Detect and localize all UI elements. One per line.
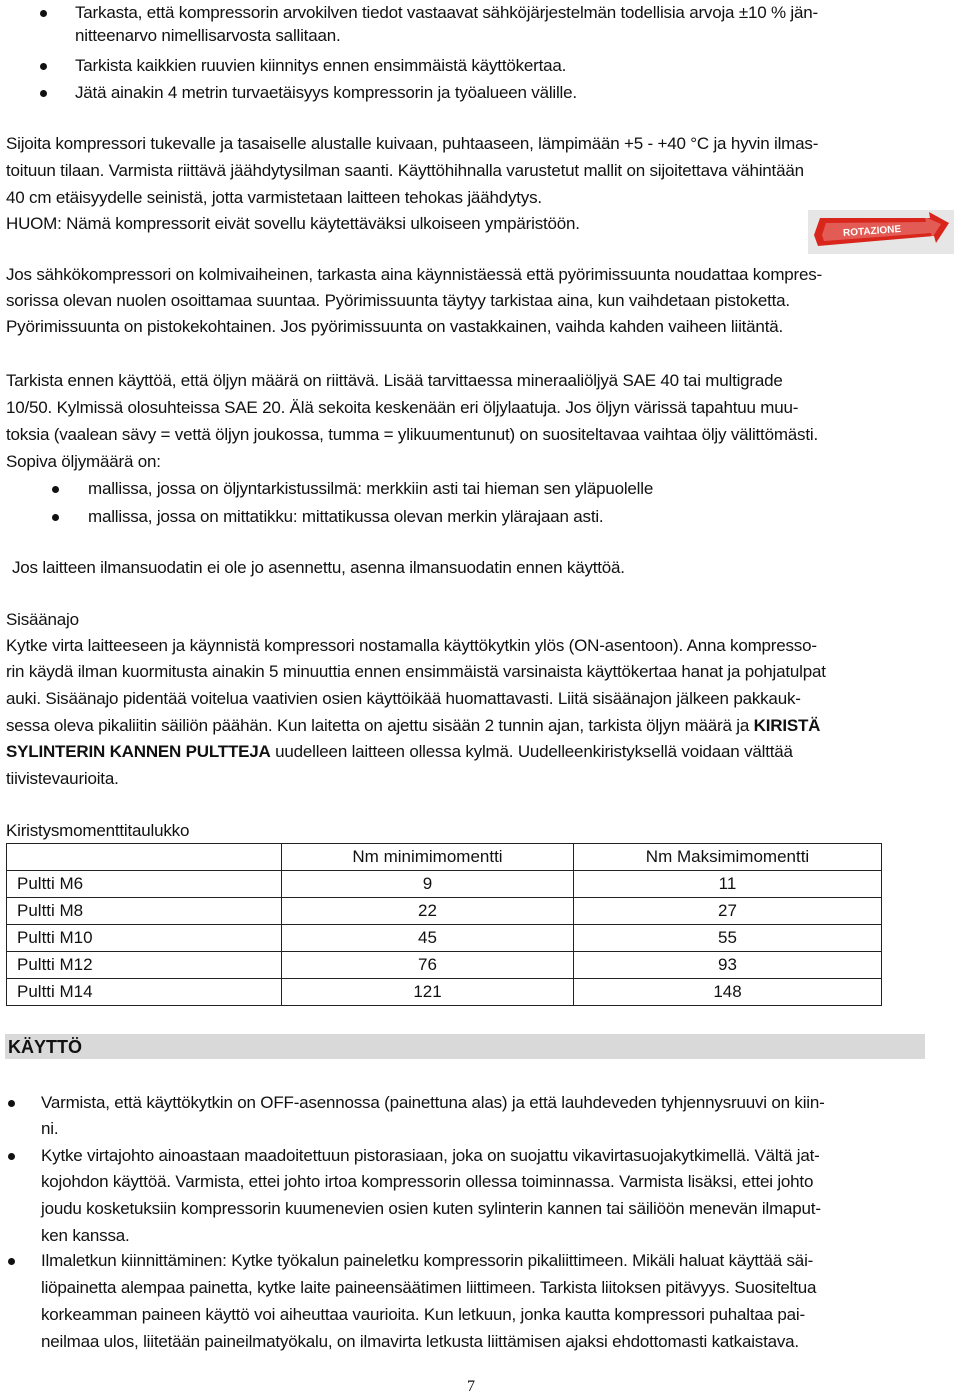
oil-line-3: toksia (vaalean sävy = vettä öljyn joukossa, tumma = ylikuumentunut) on suositeltavaa vaihtaa öljy välittömästi. — [6, 425, 818, 444]
run-in-heading: Sisäänajo — [6, 610, 79, 629]
table-cell: Pultti M12 — [7, 952, 282, 979]
kaytto-bullet-3-line-2: liöpainetta alempaa painetta, kytke laite paineensäätimen liittimeen. Tarkista liitoksen pitävyys. Suositeltua — [41, 1278, 817, 1297]
run-in-line-5-text: uudelleen laitteen ollessa kylmä. Uudelleenkiristyksellä voidaan välttää — [270, 742, 793, 761]
filter-note: Jos laitteen ilmansuodatin ei ole jo asennettu, asenna ilmansuodatin ennen käyttöä. — [12, 558, 625, 577]
run-in-bold-sylinterin: SYLINTERIN KANNEN PULTTEJA — [6, 742, 271, 761]
placement-line-2: toituun tilaan. Varmista riittävä jäähdytysilman saanti. Käyttöhihnalla varustetut mallit on sijoitettava vähintään — [6, 161, 804, 180]
rotation-arrow-sign — [808, 210, 954, 254]
rotation-line-2: sorissa olevan nuolen osoittamaa suuntaa. Pyörimissuunta täytyy tarkistaa aina, kun vaihdetaan pistoketta. — [6, 291, 790, 310]
top-bullet-1-line-2: nitteenarvo nimellisarvosta sallitaan. — [75, 26, 341, 45]
kaytto-bullet-3-line-1: Ilmaletkun kiinnittäminen: Kytke työkalun paineletku kompressorin pikaliittimeen. Mikäli haluat käyttää säi- — [41, 1251, 814, 1270]
torque-table — [6, 843, 882, 1006]
bullet-dot — [40, 63, 47, 70]
table-header-cell: Nm Maksimimomentti — [574, 844, 882, 871]
table-cell: 22 — [282, 898, 574, 925]
run-in-line-5 — [6, 741, 793, 763]
bullet-dot — [40, 90, 47, 97]
table-cell: Pultti M6 — [7, 871, 282, 898]
rotation-arrow-icon — [808, 210, 954, 254]
bullet-dot — [8, 1258, 15, 1265]
oil-line-2: 10/50. Kylmissä olosuhteissa SAE 20. Älä sekoita keskenään eri öljylaatuja. Jos öljyn värissä tapahtuu muu- — [6, 398, 799, 417]
table-cell: 27 — [574, 898, 882, 925]
table-row — [7, 871, 882, 898]
oil-line-1: Tarkista ennen käyttöä, että öljyn määrä on riittävä. Lisää tarvittaessa mineraaliöljyä SAE 40 tai multigrade — [6, 371, 783, 390]
oil-line-4: Sopiva öljymäärä on: — [6, 452, 161, 471]
bullet-dot — [8, 1153, 15, 1160]
oil-bullet-2: mallissa, jossa on mittatikku: mittatikussa olevan merkin ylärajaan asti. — [88, 507, 604, 526]
table-header-cell: Nm minimimomentti — [282, 844, 574, 871]
top-bullet-2: Tarkista kaikkien ruuvien kiinnitys ennen ensimmäistä käyttökertaa. — [75, 56, 567, 75]
table-row — [7, 979, 882, 1006]
run-in-line-1: Kytke virta laitteeseen ja käynnistä kompressori nostamalla käyttökytkin ylös (ON-asentoon). Anna kompresso- — [6, 636, 817, 655]
rotation-line-3: Pyörimissuunta on pistokekohtainen. Jos pyörimissuunta on vastakkainen, vaihda kahden vaiheen liitäntä. — [6, 317, 783, 336]
table-cell: 76 — [282, 952, 574, 979]
table-cell: 148 — [574, 979, 882, 1006]
section-heading-kaytto: KÄYTTÖ — [8, 1037, 82, 1057]
table-row — [7, 952, 882, 979]
placement-line-3: 40 cm etäisyydelle seinistä, jotta varmistetaan laitteen tehokas jäähdytys. — [6, 188, 542, 207]
table-cell: 55 — [574, 925, 882, 952]
torque-table-title: Kiristysmomenttitaulukko — [6, 821, 190, 840]
run-in-line-4 — [6, 715, 820, 737]
oil-bullet-1: mallissa, jossa on öljyntarkistussilmä: merkkiin asti tai hieman sen yläpuolelle — [88, 479, 654, 498]
placement-line-1: Sijoita kompressori tukevalle ja tasaiselle alustalle kuivaan, puhtaaseen, lämpimään +5 - +40 °C ja hyvin ilmas- — [6, 134, 819, 153]
table-row — [7, 898, 882, 925]
bullet-dot — [40, 10, 47, 17]
bullet-dot — [52, 486, 59, 493]
bullet-dot — [52, 514, 59, 521]
table-cell: 9 — [282, 871, 574, 898]
run-in-bold-kirista: KIRISTÄ — [753, 716, 821, 735]
table-header-row — [7, 844, 882, 871]
run-in-line-4-text: sessa oleva pikaliitin säiliön päähän. Kun laitetta on ajettu sisään 2 tunnin ajan, tarkista öljyn määrä ja — [6, 716, 754, 735]
table-cell: 45 — [282, 925, 574, 952]
kaytto-bullet-3-line-3: korkeamman paineen käyttö voi aiheuttaa vaurioita. Kun letkuun, jonka kautta kompressori puhaltaa pai- — [41, 1305, 805, 1324]
bullet-dot — [8, 1100, 15, 1107]
placement-line-4: HUOM: Nämä kompressorit eivät sovellu käytettäväksi ulkoiseen ympäristöön. — [6, 214, 580, 233]
run-in-line-2: rin käydä ilman kuormitusta ainakin 5 minuuttia ennen ensimmäistä varsinaista käyttökertaa hanat ja pohjatulpat — [6, 662, 826, 681]
run-in-line-3: auki. Sisäänajo pidentää voitelua vaativien osien käyttöikää huomattavasti. Liitä sisäänajon jälkeen pakkauk- — [6, 689, 801, 708]
page-number: 7 — [467, 1378, 475, 1395]
kaytto-bullet-1-line-2: ni. — [41, 1119, 59, 1138]
table-row — [7, 925, 882, 952]
rotation-sign-label: ROTAZIONE — [842, 223, 902, 240]
kaytto-bullet-2-line-2: kojohdon käyttöä. Varmista, ettei johto irtoa kompressorin ollessa toiminnassa. Varmista lisäksi, ettei johto — [41, 1172, 814, 1191]
top-bullet-3: Jätä ainakin 4 metrin turvaetäisyys kompressorin ja työalueen välille. — [75, 83, 577, 102]
section-heading-bar — [5, 1034, 925, 1059]
kaytto-bullet-2-line-1: Kytke virtajohto ainoastaan maadoitettuun pistorasiaan, joka on suojattu vikavirtasuojakytkimellä. Vältä jat- — [41, 1146, 820, 1165]
table-cell: 11 — [574, 871, 882, 898]
kaytto-bullet-2-line-4: ken kanssa. — [41, 1226, 130, 1245]
table-cell: Pultti M14 — [7, 979, 282, 1006]
run-in-line-6: tiivistevaurioita. — [6, 769, 119, 788]
table-header-cell — [7, 844, 282, 871]
kaytto-bullet-2-line-3: joudu kosketuksiin kompressorin kuumenevien osien kuten sylinterin kannen tai säiliöön menevän ilmaput- — [41, 1199, 821, 1218]
table-cell: 121 — [282, 979, 574, 1006]
rotation-line-1: Jos sähkökompressori on kolmivaiheinen, tarkasta aina käynnistäessä että pyörimissuunta noudattaa kompres- — [6, 265, 823, 284]
kaytto-bullet-3-line-4: neilmaa ulos, liitetään paineilmatyökalu, on ilmavirta letkusta liittämisen ajaksi ehdottomasti katkaistava. — [41, 1332, 799, 1351]
table-cell: Pultti M8 — [7, 898, 282, 925]
kaytto-bullet-1-line-1: Varmista, että käyttökytkin on OFF-asennossa (painettuna alas) ja että lauhdeveden tyhjennysruuvi on kiin- — [41, 1093, 825, 1112]
table-cell: Pultti M10 — [7, 925, 282, 952]
top-bullet-1-line-1: Tarkasta, että kompressorin arvokilven tiedot vastaavat sähköjärjestelmän todellisia arvoja ±10 % jän- — [75, 3, 818, 22]
table-cell: 93 — [574, 952, 882, 979]
